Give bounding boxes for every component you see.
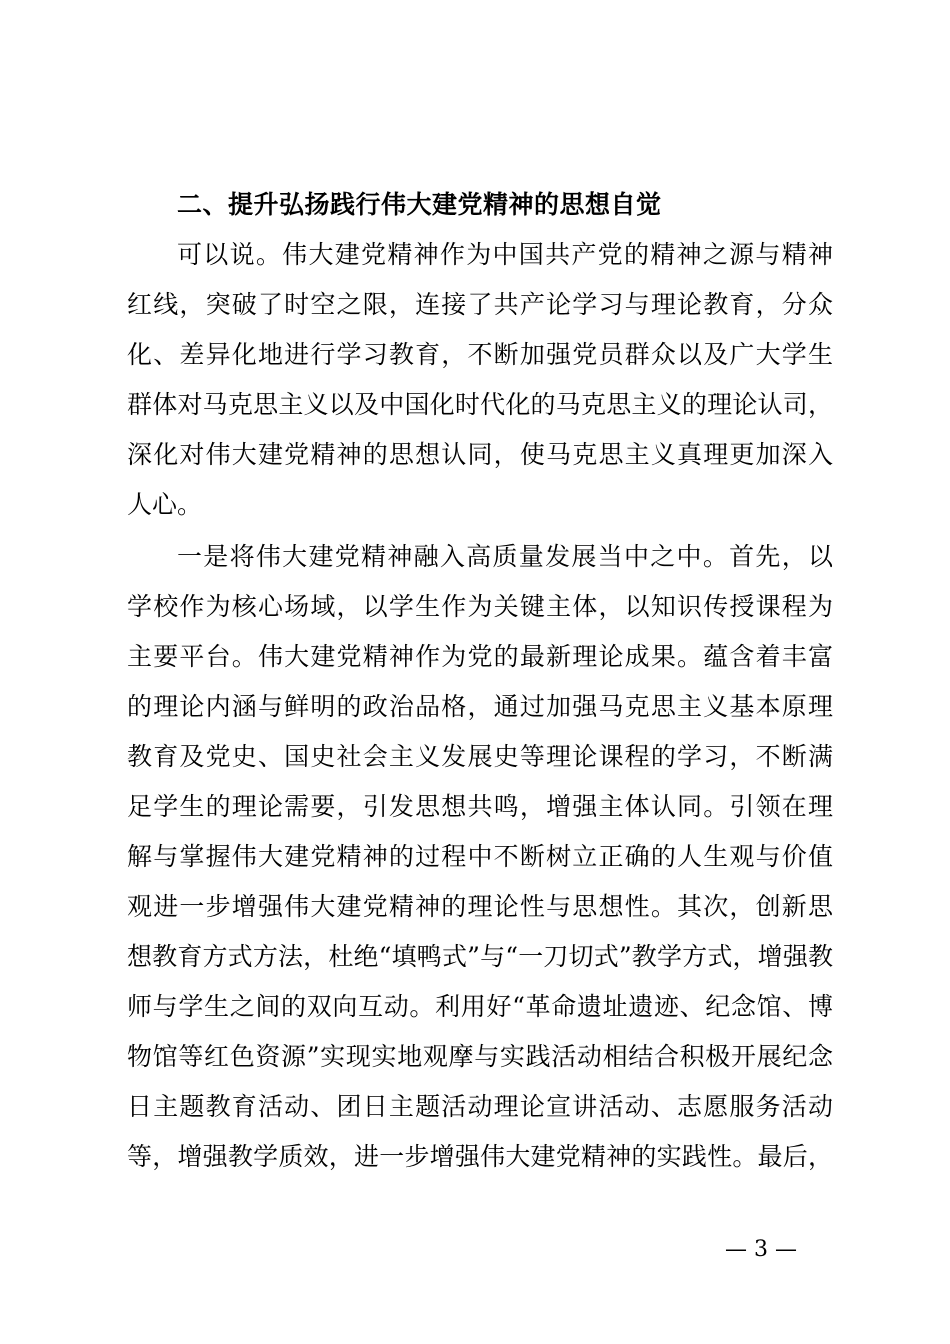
text-line: 深化对伟大建党精神的思想认同，使马克思主义真理更加深入 [127,440,833,469]
text-line: 日主题教育活动、团日主题活动理论宣讲活动、志愿服务活动 [127,1092,833,1121]
text-line: 的理论内涵与鲜明的政治品格，通过加强马克思主义基本原理 [127,692,833,721]
document-body [127,180,833,1182]
paragraph-2 [127,532,833,1182]
text-line: 学校作为核心场域，以学生作为关键主体，以知识传授课程为 [127,592,833,621]
text-line: 师与学生之间的双向互动。利用好“革命遗址遗迹、纪念馆、博 [127,992,833,1021]
text-line: 等，增强教学质效，进一步增强伟大建党精神的实践性。最后， [127,1142,833,1171]
text-line: 主要平台。伟大建党精神作为党的最新理论成果。蕴含着丰富 [127,642,833,671]
text-line: 教育及党史、国史社会主义发展史等理论课程的学习，不断满 [127,742,833,771]
text-line: 观进一步增强伟大建党精神的理论性与思想性。其次，创新思 [127,892,833,921]
paragraph-1 [127,230,833,530]
page-number: — 3 — [725,1237,797,1262]
text-line: 群体对马克思主义以及中国化时代化的马克思主义的理论认司， [127,390,833,419]
text-line: 人心。 [127,490,203,519]
text-line: 可以说。伟大建党精神作为中国共产党的精神之源与精神 [177,240,833,269]
text-line: 一是将伟大建党精神融入高质量发展当中之中。首先，以 [177,542,833,571]
text-line: 足学生的理论需要，引发思想共鸣，增强主体认同。引领在理 [127,792,833,821]
text-line: 解与掌握伟大建党精神的过程中不断树立正确的人生观与价值 [127,842,833,871]
text-line: 物馆等红色资源”实现实地观摩与实践活动相结合积极开展纪念 [127,1042,833,1071]
text-line: 想教育方式方法，杜绝“填鸭式”与“一刀切式”教学方式，增强教 [127,942,833,971]
text-line: 化、差异化地进行学习教育，不断加强党员群众以及广大学生 [127,340,833,369]
section-heading: 二、提升弘扬践行伟大建党精神的思想自觉 [177,190,662,219]
text-line: 红线，突破了时空之限，连接了共产论学习与理论教育，分众 [127,290,833,319]
